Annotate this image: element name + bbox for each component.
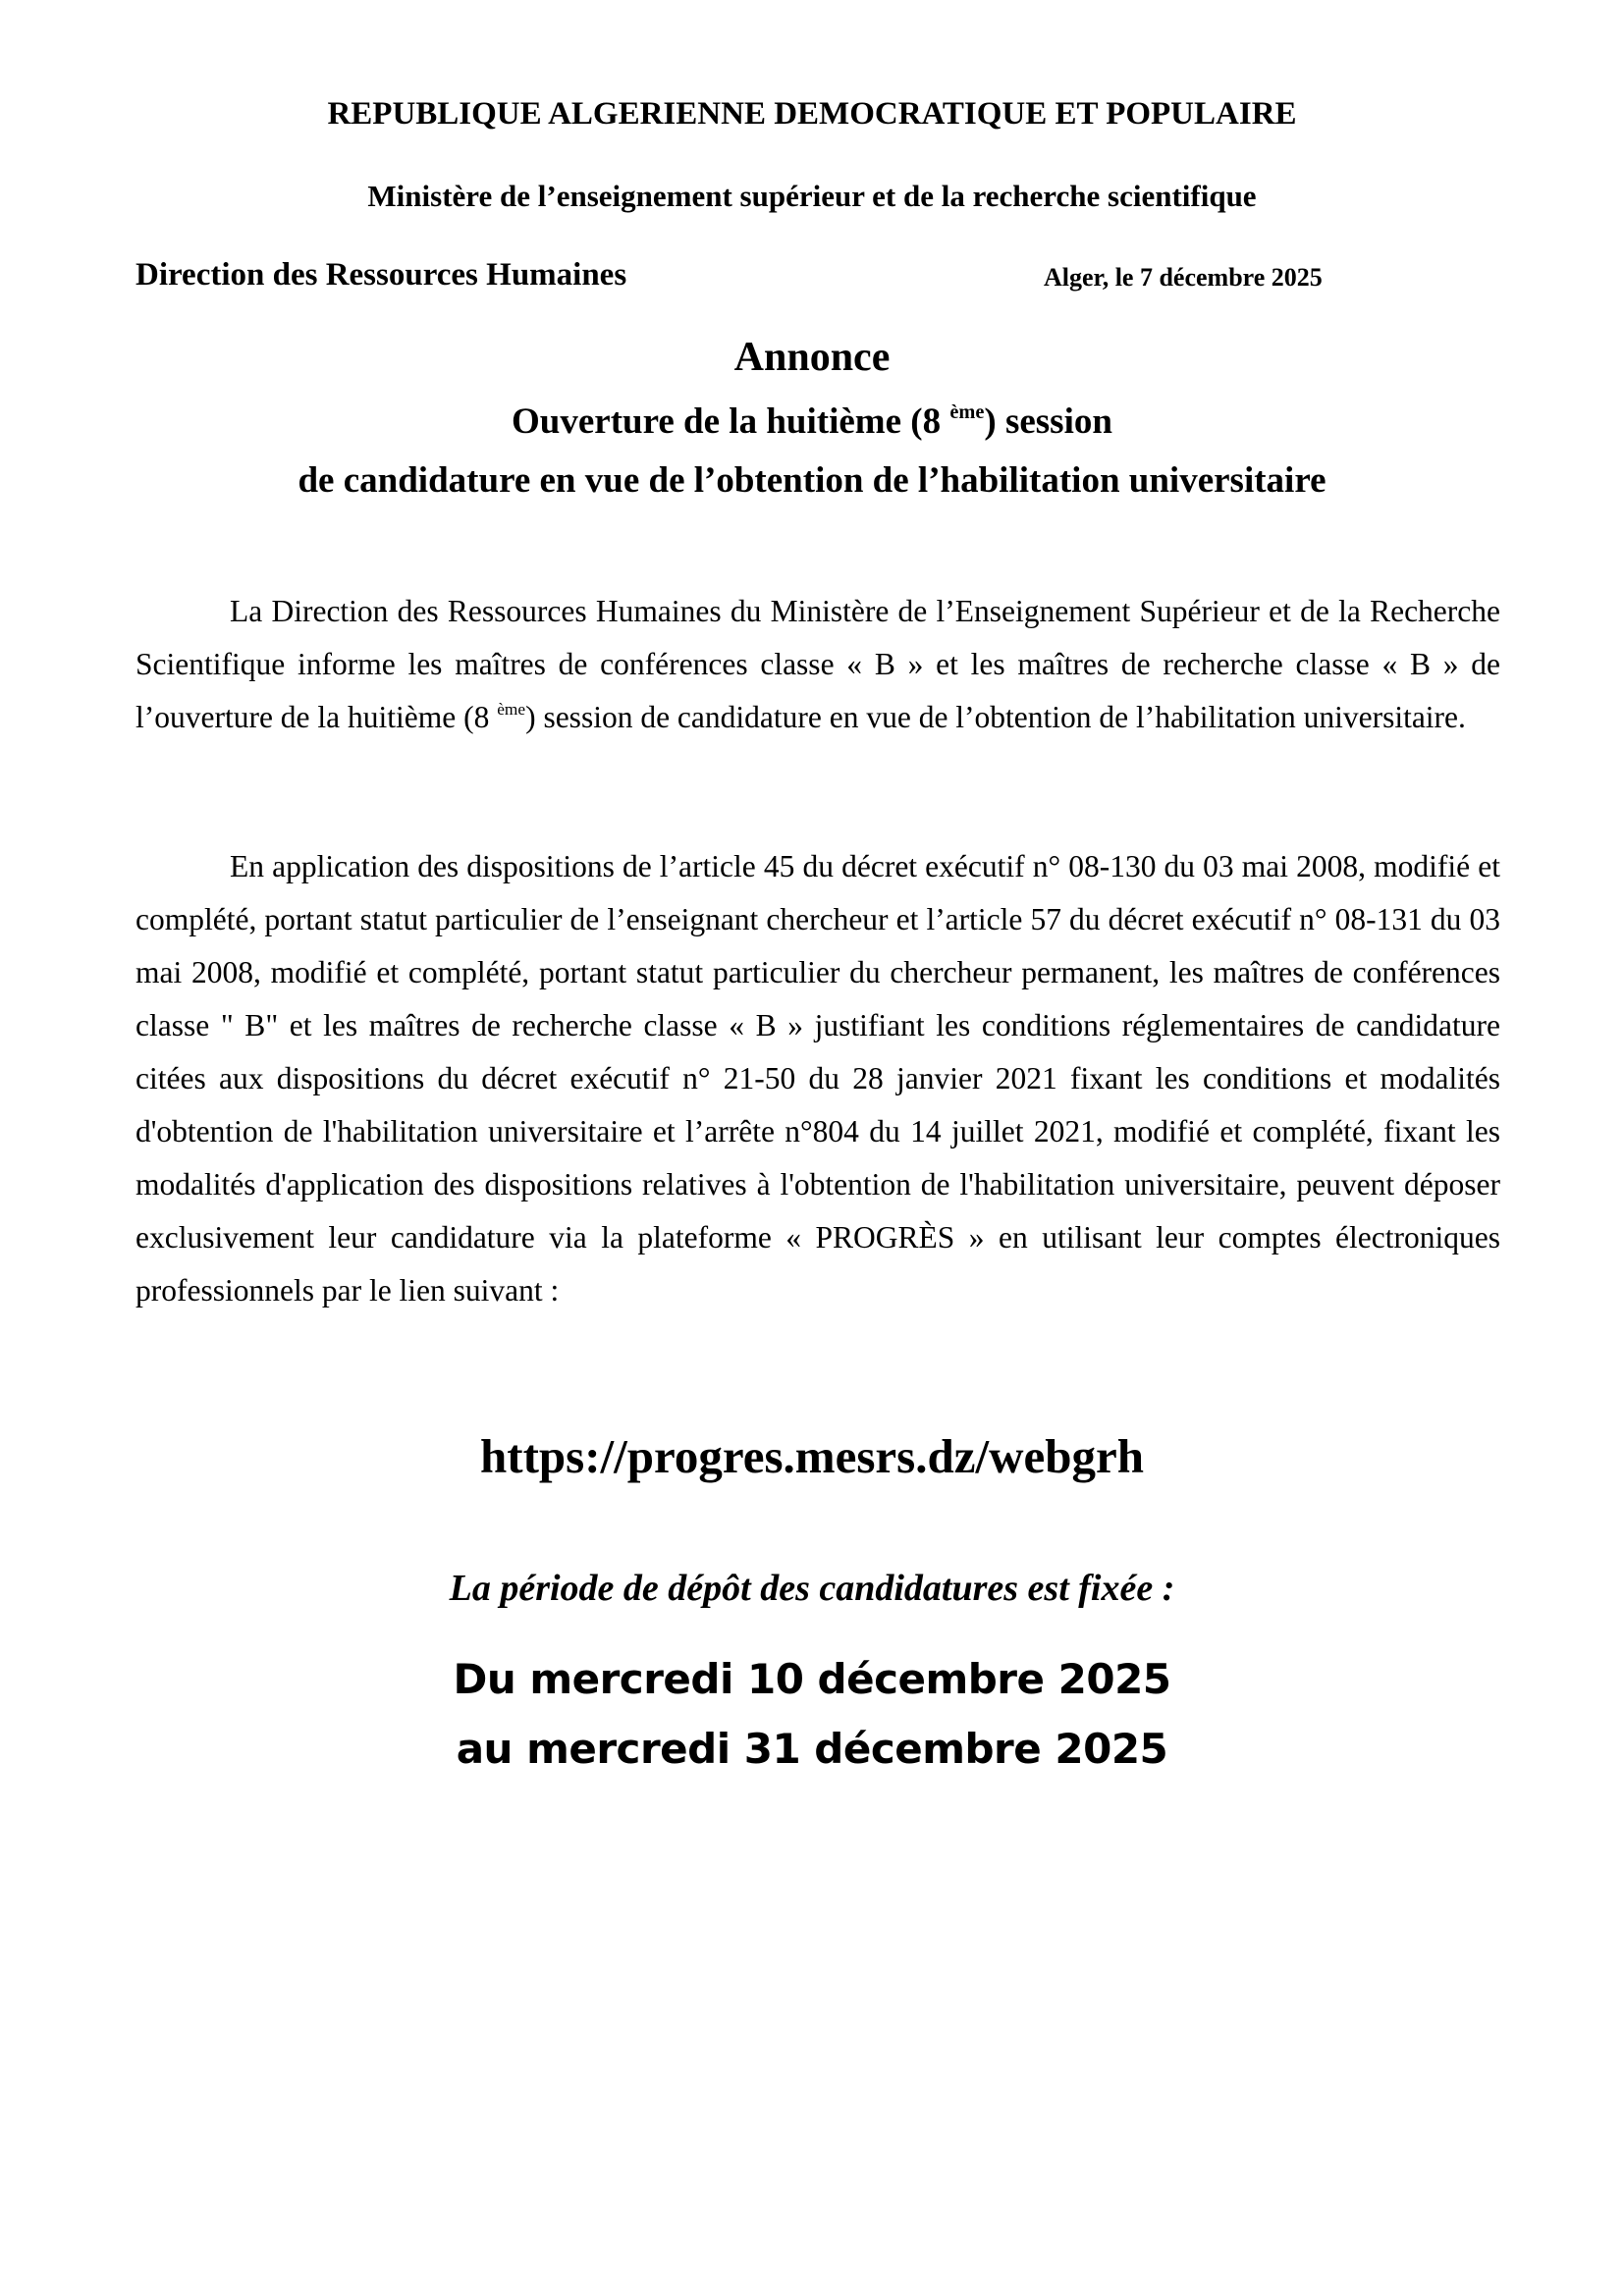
republic-heading: REPUBLIQUE ALGERIENNE DEMOCRATIQUE ET POPULAIRE (327, 96, 1297, 132)
submission-period-label: La période de dépôt des candidatures est fixée : (449, 1568, 1175, 1609)
legal-paragraph-text: En application des dispositions de l’article 45 du décret exécutif n° 08-130 du 03 mai 2008, modifié et complété, portant statut particulier de l’enseignant chercheur et l’article 57 du décret exécutif n° 08-131 du 03 mai 2008, modifié et complété, portant statut particulier du chercheur permanent, les maîtres de conférences classe " B" et les maîtres de recherche classe « B » justifiant les conditions réglementaires de candidature citées aux dispositions du décret exécutif n° 21-50 du 28 janvier 2021 fixant les conditions et modalités d'obtention de l'habilitation universitaire et l’arrête n°804 du 14 juillet 2021, modifié et complété, fixant les modalités d'application des dispositions relatives à l'obtention de l'habilitation universitaire, peuvent déposer exclusivement leur candidature via la plateforme « PROGRÈS » en utilisant leur comptes électroniques professionnels par le lien suivant : (135, 849, 1500, 1308)
period-end-date: au mercredi 31 décembre 2025 (456, 1725, 1168, 1773)
intro-paragraph (135, 585, 1500, 744)
direction-label: Direction des Ressources Humaines (135, 257, 627, 293)
document-date: Alger, le 7 décembre 2025 (1044, 263, 1323, 292)
session-title-superscript: ème (949, 400, 985, 423)
ministry-heading: Ministère de l’enseignement supérieur et de la recherche scientifique (367, 179, 1257, 213)
session-title-end: ) session (984, 401, 1112, 442)
intro-paragraph-end: ) session de candidature en vue de l’obtention de l’habilitation universitaire. (525, 700, 1466, 734)
intro-paragraph-text: La Direction des Ressources Humaines du Ministère de l’Enseignement Supérieur et de la Recherche Scientifique informe les maîtres de conférences classe « B » et les maîtres de recherche classe « B » de l’ouverture de la huitième (8 (135, 594, 1500, 734)
intro-paragraph-superscript: ème (497, 700, 526, 720)
page-title: Annonce (733, 335, 891, 380)
period-start-date: Du mercredi 10 décembre 2025 (453, 1655, 1171, 1703)
legal-paragraph (135, 840, 1500, 1317)
session-title (0, 400, 1624, 443)
session-subtitle: de candidature en vue de l’obtention de l’habilitation universitaire (298, 460, 1326, 501)
session-title-text: Ouverture de la huitième (8 (512, 401, 950, 442)
platform-link[interactable]: https://progres.mesrs.dz/webgrh (480, 1429, 1144, 1483)
